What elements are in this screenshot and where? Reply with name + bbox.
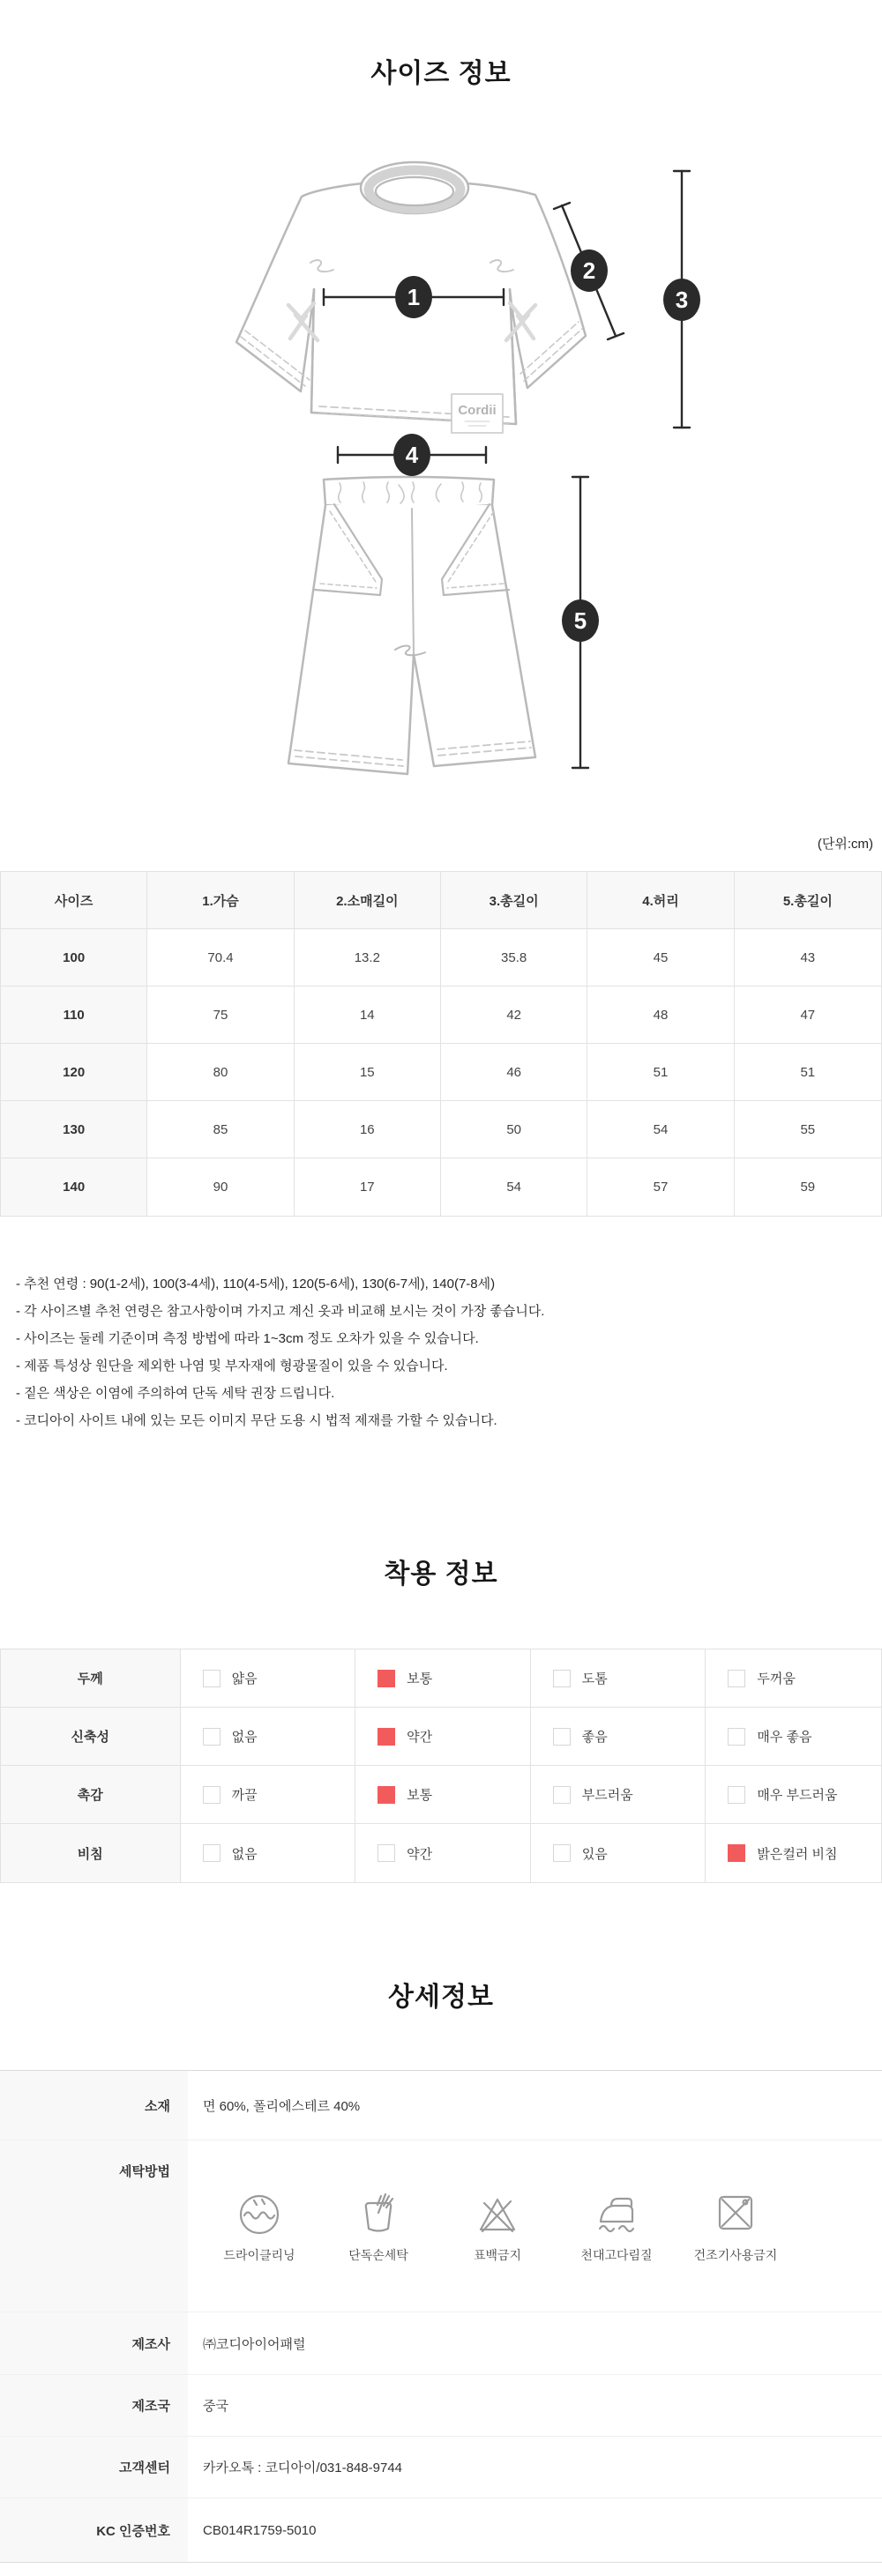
fit-info-title: 착용 정보: [384, 1560, 498, 1589]
detail-label: 세탁방법: [0, 2140, 188, 2312]
fit-option: [181, 1824, 356, 1882]
fit-option-label: 보통: [407, 1671, 433, 1686]
size-cell: 57: [587, 1158, 734, 1216]
fit-option-label: 좋음: [581, 1730, 608, 1745]
fit-option-label: 부드러움: [581, 1788, 633, 1803]
size-cell: 85: [147, 1101, 294, 1158]
size-cell: 35.8: [441, 929, 587, 986]
fit-row-label: 두께: [1, 1649, 181, 1708]
wash-item: [564, 2188, 669, 2264]
fit-option-label: 밝은컬러 비침: [757, 1846, 838, 1862]
checkbox-icon: [203, 1786, 220, 1804]
wash-caption: 단독손세탁: [348, 2248, 408, 2262]
size-cell: 42: [441, 986, 587, 1044]
garment-size-diagram: [0, 150, 882, 807]
size-info-title: 사이즈 정보: [370, 59, 512, 88]
fit-option: [531, 1824, 706, 1882]
size-cell: 45: [587, 929, 734, 986]
size-cell: 140: [1, 1158, 147, 1216]
brand-label: Cordii: [458, 403, 497, 418]
wash-caption: 드라이클리닝: [223, 2248, 295, 2262]
size-cell: 17: [295, 1158, 441, 1216]
checkbox-icon: [377, 1728, 395, 1746]
fit-option: [355, 1649, 531, 1708]
size-cell: 70.4: [147, 929, 294, 986]
dry-clean-icon: [235, 2188, 284, 2237]
size-cell: 110: [1, 986, 147, 1044]
size-cell: 43: [735, 929, 881, 986]
size-table-header: 1.가슴: [147, 872, 294, 929]
size-cell: 15: [295, 1044, 441, 1101]
size-cell: 51: [735, 1044, 881, 1101]
size-cell: 80: [147, 1044, 294, 1101]
size-cell: 100: [1, 929, 147, 986]
checkbox-icon: [553, 1728, 571, 1746]
wash-item: [445, 2188, 550, 2264]
detail-row-material: [0, 2071, 882, 2140]
size-note: - 제품 특성상 원단을 제외한 나염 및 부자재에 형광물질이 있을 수 있습니다.: [16, 1359, 448, 1374]
fit-row-label: 신축성: [1, 1708, 181, 1766]
fit-option: [706, 1824, 881, 1882]
measure-marker-5-bottom-length: [562, 477, 599, 768]
fit-row-label: 비침: [1, 1824, 181, 1882]
size-cell: 48: [587, 986, 734, 1044]
size-cell: 51: [587, 1044, 734, 1101]
checkbox-icon: [728, 1728, 745, 1746]
detail-value: 중국: [203, 2399, 228, 2414]
checkbox-icon: [553, 1670, 571, 1687]
marker-number: 4: [405, 442, 419, 468]
size-cell: 90: [147, 1158, 294, 1216]
fit-option-label: 매우 좋음: [757, 1730, 812, 1745]
measure-marker-3-top-length: [663, 171, 700, 428]
size-note: - 추천 연령 : 90(1-2세), 100(3-4세), 110(4-5세), 120(5-6세), 130(6-7세), 140(7-8세): [16, 1277, 496, 1292]
wash-item: [206, 2188, 312, 2264]
size-table: [0, 871, 882, 1217]
checkbox-icon: [377, 1844, 395, 1862]
fit-option: [531, 1708, 706, 1766]
checkbox-icon: [203, 1670, 220, 1687]
size-cell: 75: [147, 986, 294, 1044]
size-note: - 짙은 색상은 이염에 주의하여 단독 세탁 권장 드립니다.: [16, 1386, 335, 1401]
measure-marker-4-waist: [338, 434, 486, 476]
checkbox-icon: [377, 1670, 395, 1687]
detail-label: 고객센터: [0, 2437, 188, 2498]
fit-option-label: 까끌: [231, 1788, 258, 1803]
checkbox-icon: [553, 1786, 571, 1804]
size-cell: 16: [295, 1101, 441, 1158]
fit-option: [531, 1766, 706, 1824]
size-cell: 50: [441, 1101, 587, 1158]
wash-caption: 표백금지: [473, 2248, 522, 2262]
size-notes: [16, 1270, 866, 1434]
fit-option-label: 있음: [581, 1846, 608, 1862]
marker-number: 3: [675, 287, 689, 313]
brand-label-patch: [452, 394, 503, 433]
size-cell: 59: [735, 1158, 881, 1216]
size-cell: 13.2: [295, 929, 441, 986]
detail-label: 소재: [0, 2071, 188, 2140]
marker-number: 5: [573, 607, 587, 634]
fit-option: [706, 1708, 881, 1766]
wash-caption: 건조기사용금지: [693, 2248, 778, 2262]
fit-option: [706, 1649, 881, 1708]
detail-row-customer-center: [0, 2437, 882, 2498]
size-cell: 120: [1, 1044, 147, 1101]
size-cell: 47: [735, 986, 881, 1044]
marker-number: 1: [407, 284, 421, 310]
size-table-header: 2.소매길이: [295, 872, 441, 929]
fit-row-label: 촉감: [1, 1766, 181, 1824]
size-note: - 사이즈는 둘레 기준이며 측정 방법에 따라 1~3cm 정도 오차가 있을 수 있습니다.: [16, 1331, 479, 1346]
marker-number: 2: [582, 257, 596, 284]
checkbox-icon: [203, 1844, 220, 1862]
fit-option-label: 매우 부드러움: [757, 1788, 838, 1803]
fit-option-label: 약간: [407, 1730, 433, 1745]
size-cell: 46: [441, 1044, 587, 1101]
fit-option-label: 두꺼움: [757, 1671, 796, 1686]
no-bleach-icon: [473, 2188, 522, 2237]
detail-info-table: [0, 2070, 882, 2563]
no-tumble-dry-icon: [711, 2188, 760, 2237]
size-table-header: 3.총길이: [441, 872, 587, 929]
wash-item: [325, 2188, 431, 2264]
detail-label: 제조국: [0, 2375, 188, 2436]
detail-value: CB014R1759-5010: [203, 2522, 317, 2538]
fit-option-label: 없음: [231, 1846, 258, 1862]
size-table-header: 5.총길이: [735, 872, 881, 929]
fit-option: [706, 1766, 881, 1824]
detail-row-manufacturer: [0, 2312, 882, 2375]
checkbox-icon: [728, 1786, 745, 1804]
fit-option: [181, 1766, 356, 1824]
shorts-drawing: [288, 477, 535, 774]
fit-option-label: 보통: [407, 1788, 433, 1803]
fit-option: [355, 1824, 531, 1882]
detail-row-wash: [0, 2140, 882, 2312]
fit-info-table: [0, 1649, 882, 1883]
hand-wash-icon: [354, 2188, 403, 2237]
checkbox-icon: [203, 1728, 220, 1746]
cloth-iron-icon: [592, 2188, 641, 2237]
detail-label: 제조사: [0, 2312, 188, 2374]
fit-option: [355, 1766, 531, 1824]
fit-option: [181, 1649, 356, 1708]
fit-option-label: 얇음: [231, 1671, 258, 1686]
size-note: - 코디아이 사이트 내에 있는 모든 이미지 무단 도용 시 법적 제재를 가할 수 있습니다.: [16, 1413, 497, 1428]
detail-row-kc-number: [0, 2498, 882, 2562]
detail-value: 면 60%, 폴리에스테르 40%: [203, 2098, 361, 2114]
fit-option: [181, 1708, 356, 1766]
size-cell: 54: [441, 1158, 587, 1216]
wash-item: [683, 2188, 789, 2264]
size-table-header: 사이즈: [1, 872, 147, 929]
wash-icons-row: [188, 2140, 882, 2312]
fit-option-label: 약간: [407, 1846, 433, 1862]
checkbox-icon: [553, 1844, 571, 1862]
fit-option: [355, 1708, 531, 1766]
checkbox-icon: [728, 1844, 745, 1862]
detail-value: 카카오톡 : 코디아이/031-848-9744: [203, 2461, 403, 2475]
size-cell: 130: [1, 1101, 147, 1158]
detail-label: KC 인증번호: [0, 2498, 188, 2562]
size-note: - 각 사이즈별 추천 연령은 참고사항이며 가지고 계신 옷과 비교해 보시는 것이 가장 좋습니다.: [16, 1304, 545, 1319]
size-cell: 55: [735, 1101, 881, 1158]
unit-note: (단위:cm): [817, 837, 873, 852]
detail-row-country: [0, 2375, 882, 2437]
size-cell: 54: [587, 1101, 734, 1158]
fit-option: [531, 1649, 706, 1708]
detail-info-title: 상세정보: [388, 1983, 494, 2012]
fit-option-label: 없음: [231, 1730, 258, 1745]
fit-option-label: 도톰: [581, 1671, 608, 1686]
size-cell: 14: [295, 986, 441, 1044]
checkbox-icon: [728, 1670, 745, 1687]
wash-caption: 천대고다림질: [580, 2248, 653, 2262]
checkbox-icon: [377, 1786, 395, 1804]
detail-value: ㈜코디아이어패럴: [203, 2336, 306, 2352]
size-table-header: 4.허리: [587, 872, 734, 929]
